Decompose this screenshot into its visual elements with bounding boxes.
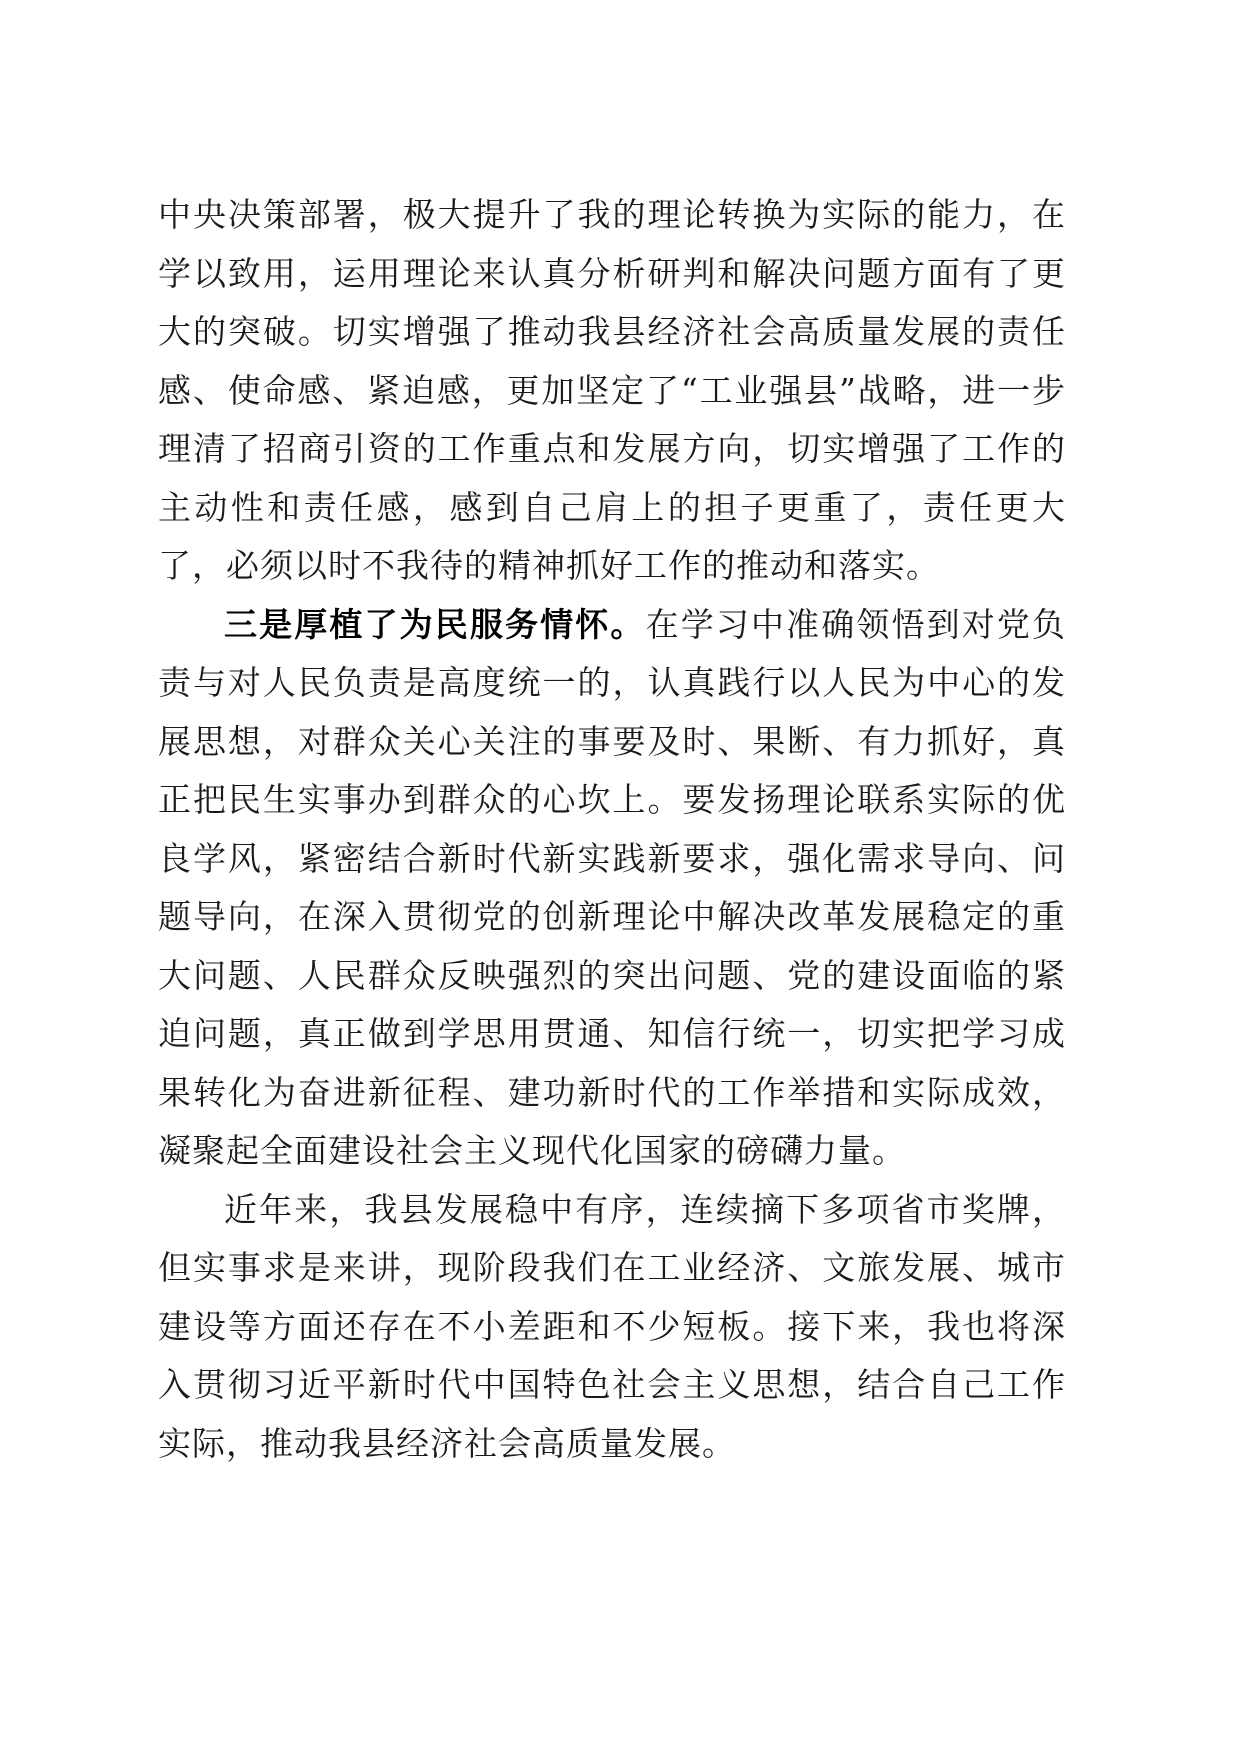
paragraph-text: 近年来，我县发展稳中有序，连续摘下多项省市奖牌，但实事求是来讲，现阶段我们在工业经济、文旅发展、城市建设等方面还存在不小差距和不少短板。接下来，我也将深入贯彻习近平新时代中国特色社会主义思想，结合自己工作实际，推动我县经济社会高质量发展。: [158, 1189, 1066, 1463]
paragraph-lead-heading: 三是厚植了为民服务情怀。: [224, 604, 646, 644]
document-body: [158, 186, 1066, 1473]
paragraph-text: 中央决策部署，极大提升了我的理论转换为实际的能力，在学以致用，运用理论来认真分析研判和解决问题方面有了更大的突破。切实增强了推动我县经济社会高质量发展的责任感、使命感、紧迫感，更加坚定了“工业强县”战略，进一步理清了招商引资的工作重点和发展方向，切实增强了工作的主动性和责任感，感到自己肩上的担子更重了，责任更大了，必须以时不我待的精神抓好工作的推动和落实。: [158, 195, 1066, 585]
paragraph-service-commitment: [158, 596, 1066, 1181]
paragraph-continuation: [158, 186, 1066, 596]
paragraph-text: 在学习中准确领悟到对党负责与对人民负责是高度统一的，认真践行以人民为中心的发展思想，对群众关心关注的事要及时、果断、有力抓好，真正把民生实事办到群众的心坎上。要发扬理论联系实际的优良学风，紧密结合新时代新实践新要求，强化需求导向、问题导向，在深入贯彻党的创新理论中解决改革发展稳定的重大问题、人民群众反映强烈的突出问题、党的建设面临的紧迫问题，真正做到学思用贯通、知信行统一，切实把学习成果转化为奋进新征程、建功新时代的工作举措和实际成效，凝聚起全面建设社会主义现代化国家的磅礴力量。: [158, 604, 1067, 1170]
paragraph-conclusion: [158, 1181, 1066, 1474]
